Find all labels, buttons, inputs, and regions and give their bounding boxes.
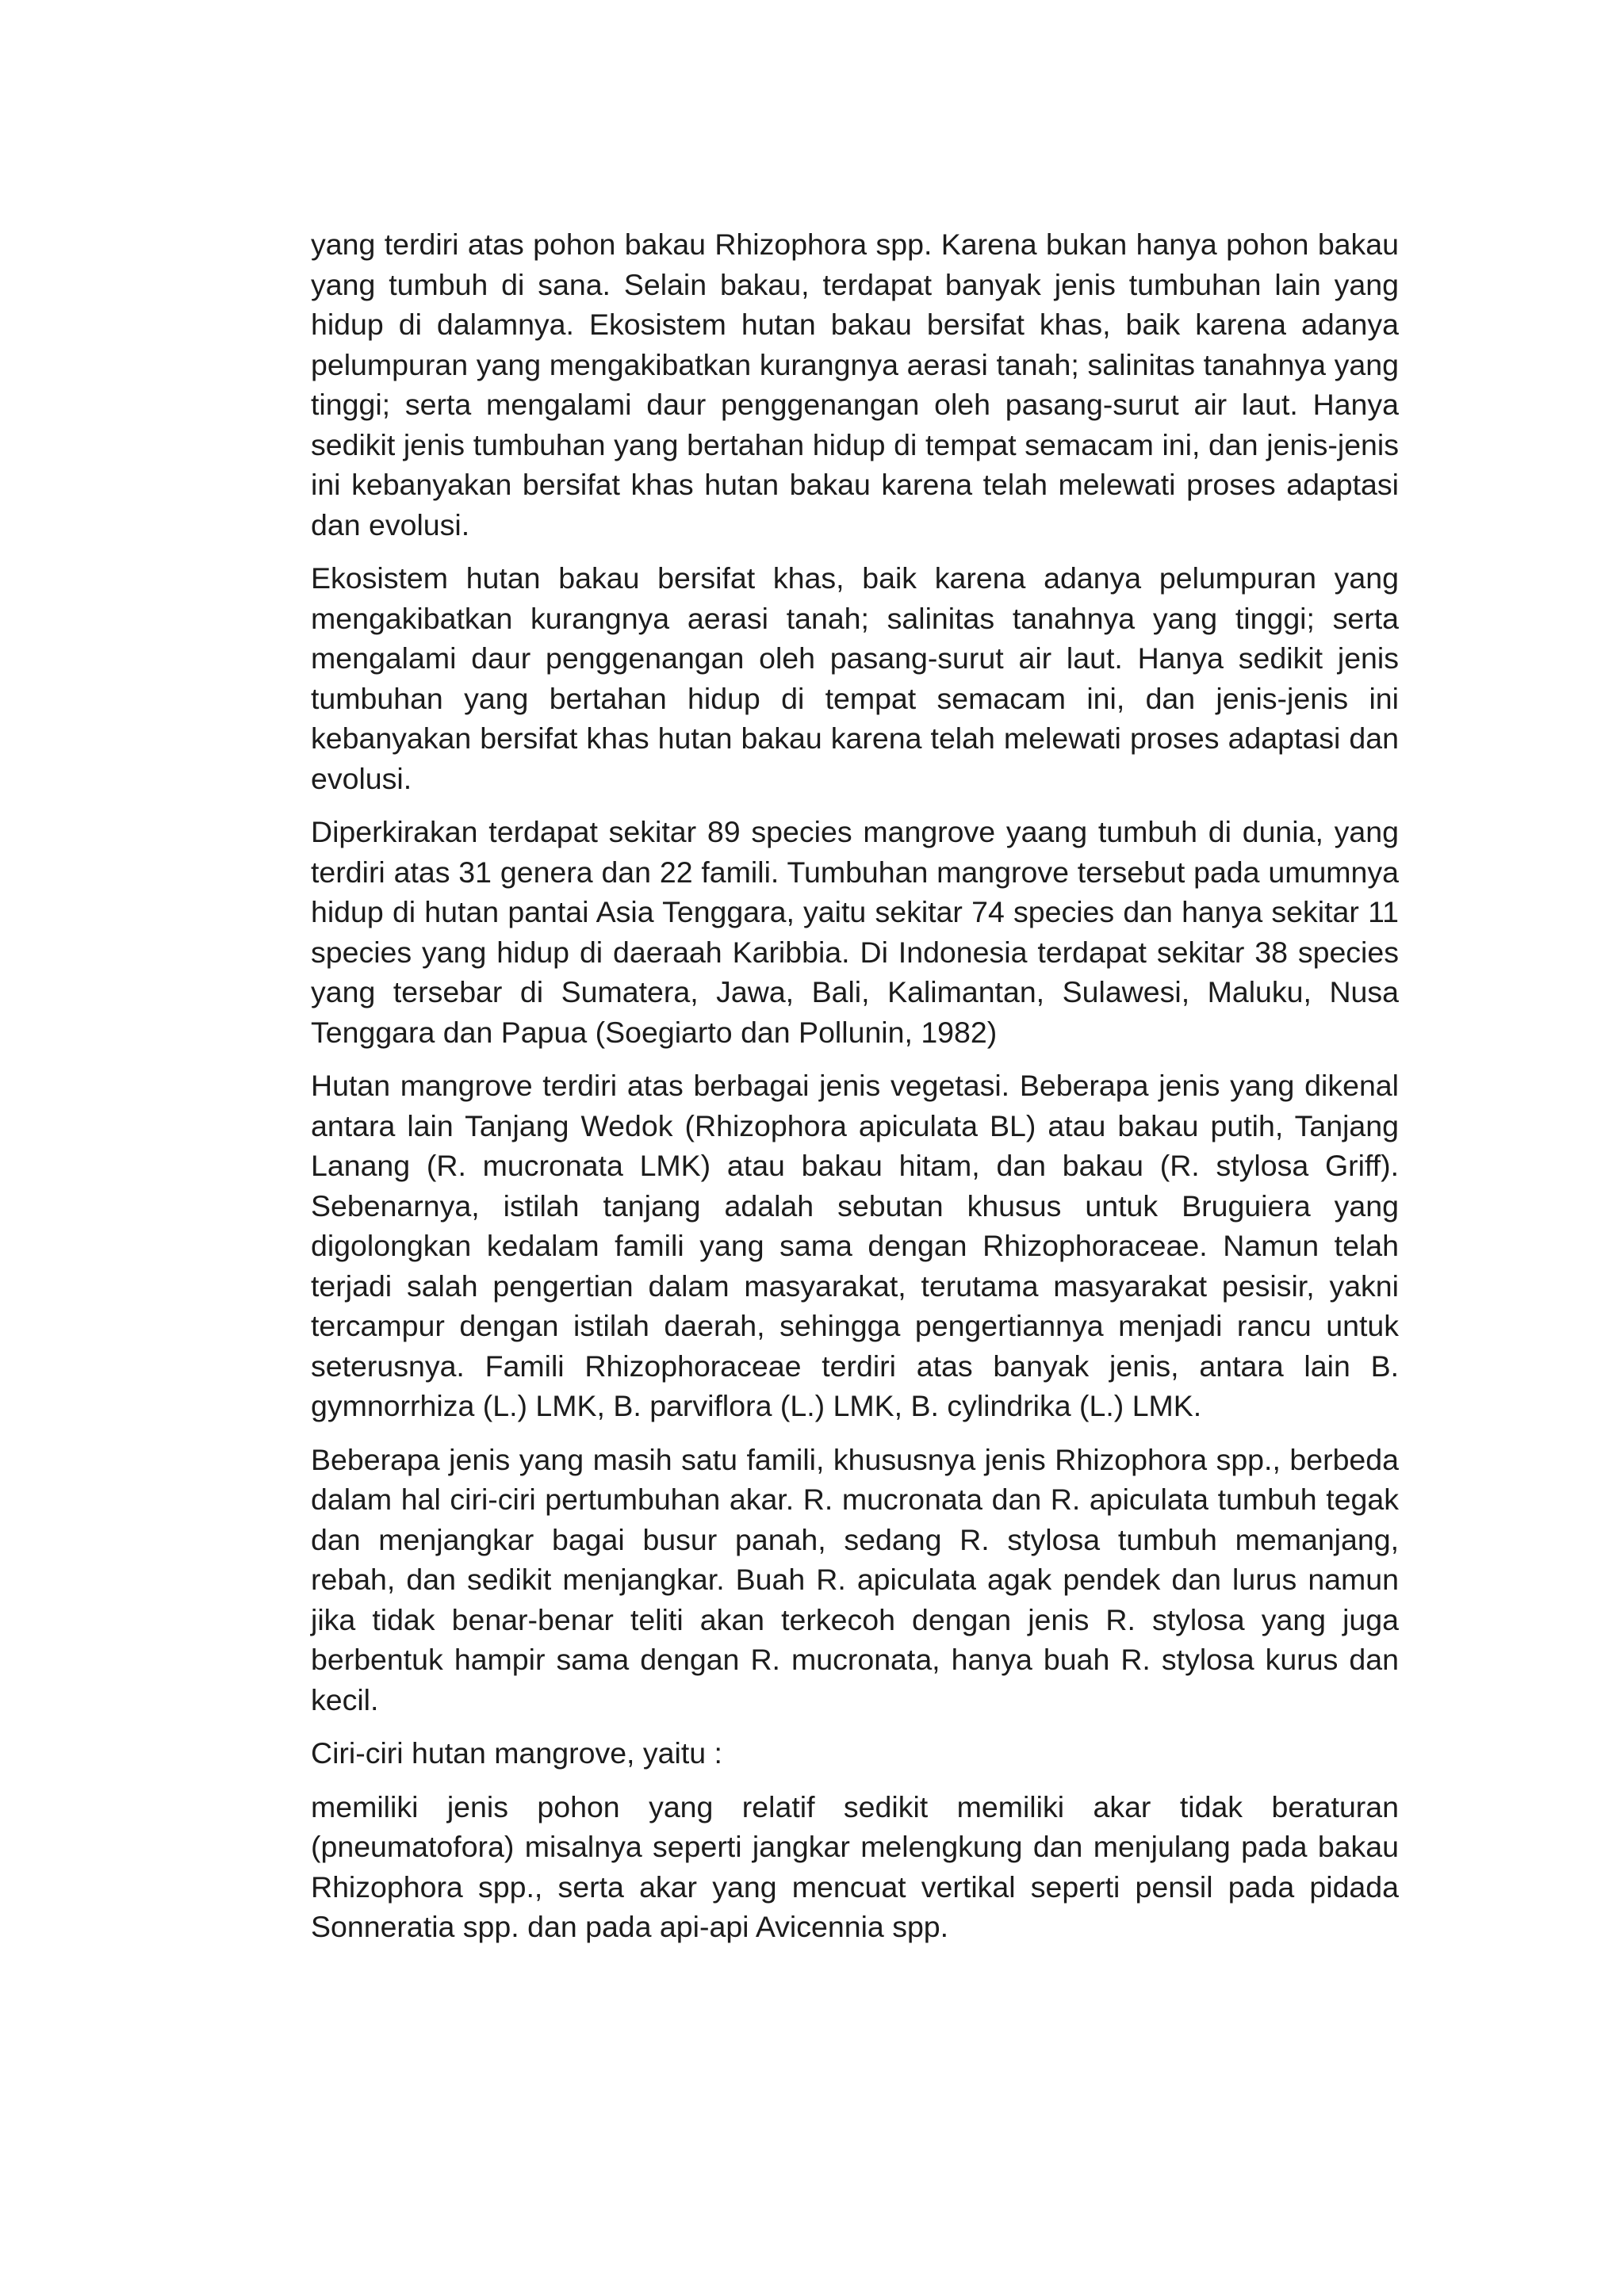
paragraph-3: Diperkirakan terdapat sekitar 89 species mangrove yaang tumbuh di dunia, yang terdiri atas 31 genera dan 22 famili. Tumbuhan mangrove tersebut pada umumnya hidup di hutan pantai Asia Tenggara, yaitu sekitar 74 species dan hanya sekitar 11 species yang hidup di daeraah Karibbia. Di Indonesia terdapat sekitar 38 species yang tersebar di Sumatera, Jawa, Bali, Kalimantan, Sulawesi, Maluku, Nusa Tenggara dan Papua (Soegiarto dan Pollunin, 1982) [311,815,1399,1049]
paragraph-5: Beberapa jenis yang masih satu famili, khususnya jenis Rhizophora spp., berbeda dalam hal ciri-ciri pertumbuhan akar. R. mucronata dan R. apiculata tumbuh tegak dan menjangkar bagai busur panah, sedang R. stylosa tumbuh memanjang, rebah, dan sedikit menjangkar. Buah R. apiculata agak pendek dan lurus namun jika tidak benar-benar teliti akan terkecoh dengan jenis R. stylosa yang juga berbentuk hampir sama dengan R. mucronata, hanya buah R. stylosa kurus dan kecil. [311,1442,1399,1716]
paragraph-1: yang terdiri atas pohon bakau Rhizophora spp. Karena bukan hanya pohon bakau yang tumbuh di sana. Selain bakau, terdapat banyak jenis tumbuhan lain yang hidup di dalamnya. Ekosistem hutan bakau bersifat khas, baik karena adanya pelumpuran yang mengakibatkan kurangnya aerasi tanah; salinitas tanahnya yang tinggi; serta mengalami daur penggenangan oleh pasang-surut air laut. Hanya sedikit jenis tumbuhan yang bertahan hidup di tempat semacam ini, dan jenis-jenis ini kebanyakan bersifat khas hutan bakau karena telah melewati proses adaptasi dan evolusi. [311,228,1399,541]
paragraph-7: memiliki jenis pohon yang relatif sedikit memiliki akar tidak beraturan (pneumatofora) misalnya seperti jangkar melengkung dan menjulang pada bakau Rhizophora spp., serta akar yang mencuat vertikal seperti pensil pada pidada Sonneratia spp. dan pada api-api Avicennia spp. [311,1789,1399,1943]
document-body [311,224,1399,1961]
paragraph-6-heading: Ciri-ciri hutan mangrove, yaitu : [311,1736,722,1770]
paragraph-2: Ekosistem hutan bakau bersifat khas, baik karena adanya pelumpuran yang mengakibatkan kurangnya aerasi tanah; salinitas tanahnya yang tinggi; serta mengalami daur penggenangan oleh pasang-surut air laut. Hanya sedikit jenis tumbuhan yang bertahan hidup di tempat semacam ini, dan jenis-jenis ini kebanyakan bersifat khas hutan bakau karena telah melewati proses adaptasi dan evolusi. [311,561,1399,795]
paragraph-4: Hutan mangrove terdiri atas berbagai jenis vegetasi. Beberapa jenis yang dikenal antara lain Tanjang Wedok (Rhizophora apiculata BL) atau bakau putih, Tanjang Lanang (R. mucronata LMK) atau bakau hitam, dan bakau (R. stylosa Griff). Sebenarnya, istilah tanjang adalah sebutan khusus untuk Bruguiera yang digolongkan kedalam famili yang sama dengan Rhizophoraceae. Namun telah terjadi salah pengertian dalam masyarakat, terutama masyarakat pesisir, yakni tercampur dengan istilah daerah, sehingga pengertiannya menjadi rancu untuk seterusnya. Famili Rhizophoraceae terdiri atas banyak jenis, antara lain B. gymnorrhiza (L.) LMK, B. parviflora (L.) LMK, B. cylindrika (L.) LMK. [311,1069,1399,1422]
